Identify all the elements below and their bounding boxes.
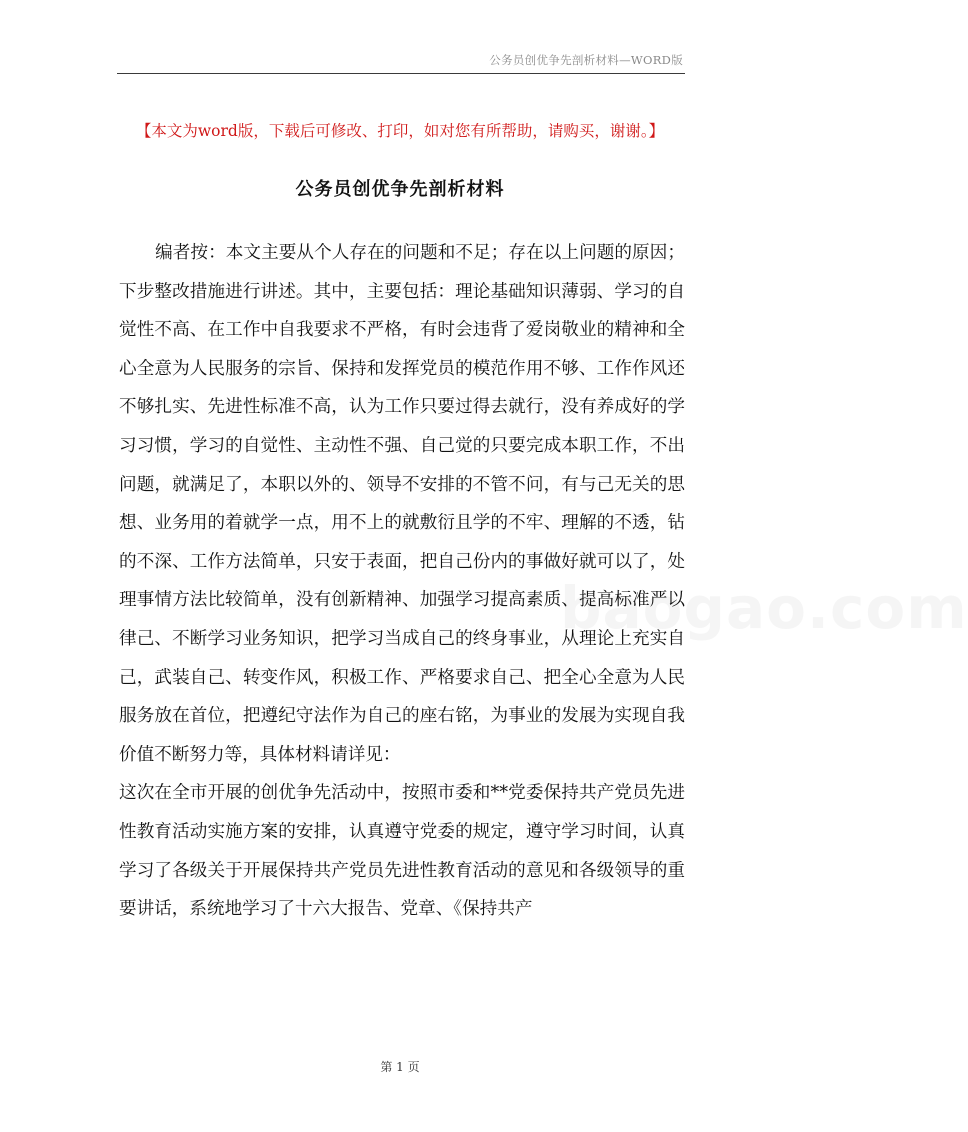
document-body <box>119 234 685 929</box>
page-header-title: 公务员创优争先剖析材料—WORD版 <box>489 53 683 67</box>
editor-note-paragraph: 编者按：本文主要从个人存在的问题和不足；存在以上问题的原因；下步整改措施进行讲述。其中，主要包括：理论基础知识薄弱、学习的自觉性不高、在工作中自我要求不严格，有时会违背了爱岗敬业的精神和全心全意为人民服务的宗旨、保持和发挥党员的模范作用不够、工作作风还不够扎实、先进性标准不高，认为工作只要过得去就行，没有养成好的学习习惯，学习的自觉性、主动性不强、自己觉的只要完成本职工作，不出问题，就满足了，本职以外的、领导不安排的不管不问，有与己无关的思想、业务用的着就学一点，用不上的就敷衍且学的不牢、理解的不透，钻的不深、工作方法简单，只安于表面，把自己份内的事做好就可以了，处理事情方法比较简单，没有创新精神、加强学习提高素质、提高标准严以律己、不断学习业务知识，把学习当成自己的终身事业，从理论上充实自己，武装自己、转变作风，积极工作、严格要求自己、把全心全意为人民服务放在首位，把遵纪守法作为自己的座右铭，为事业的发展为实现自我价值不断努力等，具体材料请详见： <box>119 243 685 765</box>
promo-notice: 【本文为word版，下载后可修改、打印，如对您有所帮助，请购买，谢谢。】 <box>135 122 665 140</box>
watermark: baogao.com <box>560 574 968 642</box>
body-paragraph: 这次在全市开展的创优争先活动中，按照市委和**党委保持共产党员先进性教育活动实施方案的安排，认真遵守党委的规定，遵守学习时间，认真学习了各级关于开展保持共产党员先进性教育活动的意见和各级领导的重要讲话，系统地学习了十六大报告、党章、《保持共产 <box>119 783 685 920</box>
header-divider <box>117 73 685 74</box>
page-number: 第 1 页 <box>380 1060 420 1074</box>
document-title: 公务员创优争先剖析材料 <box>295 179 505 200</box>
